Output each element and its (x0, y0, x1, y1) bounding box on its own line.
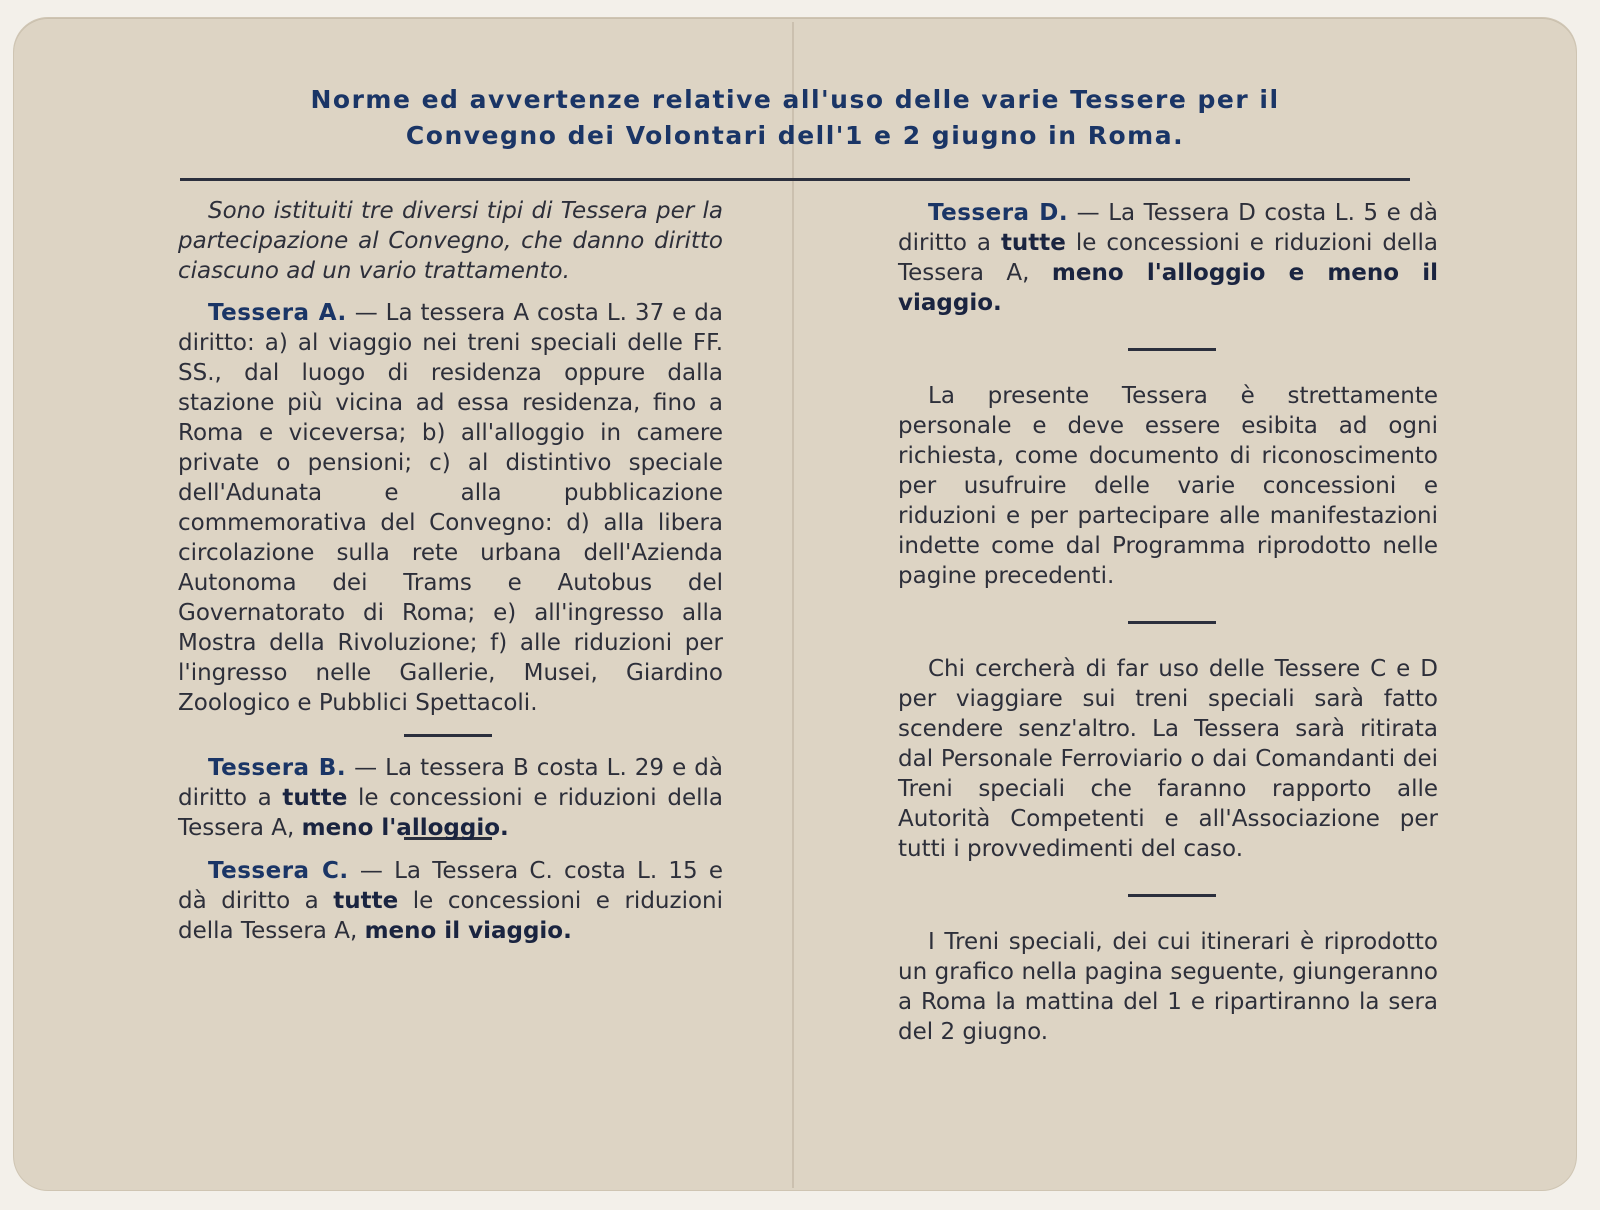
tessera-b-paragraph (178, 753, 723, 843)
section-divider (1128, 621, 1216, 624)
tessera-d-paragraph (898, 198, 1438, 318)
tessera-a-text: — La tessera A costa L. 37 e da diritto: a) al viaggio nei treni speciali delle FF. SS., dal luogo di residenza oppure dalla stazione più vicina ad essa residenza, fino a Roma e viceversa; b) all'alloggio in camere private o pensioni; c) al distintivo speciale dell'Adunata e alla pubblicazione commemorativa del Convegno: d) alla libera circolazione sulla rete urbana dell'Azienda Autonoma dei Trams e Autobus del Governatorato di Roma; e) all'ingresso alla Mostra della Rivoluzione; f) alle riduzioni per l'ingresso nelle Gallerie, Musei, Giardino Zoologico e Pubblici Spettacoli. (178, 300, 723, 716)
tessera-c-bold-word: tutte (333, 888, 399, 914)
page-fold (792, 22, 794, 1188)
tessera-d-text-middle: le concessioni e riduzioni della Tessera A, (898, 230, 1438, 286)
trains-notice: I Treni speciali, dei cui itinerari è riprodotto un grafico nella pagina seguente, giungeranno a Roma la mattina del 1 e ripartiranno la sera del 2 giugno. (898, 929, 1438, 1045)
tessera-c-text: — La Tessera C. costa L. 15 e dà diritto a (178, 858, 723, 914)
tessera-c-bold-end: meno il viaggio. (364, 918, 572, 944)
tessera-b-text-middle: le concessioni e riduzioni della Tessera A, (178, 785, 723, 841)
tessera-d-text: — La Tessera D costa L. 5 e dà diritto a (898, 200, 1438, 256)
tessera-d-label: Tessera D. (928, 200, 1069, 226)
section-divider (404, 734, 492, 737)
tessera-a-paragraph (178, 298, 723, 718)
intro-paragraph: Sono istituiti tre diversi tipi di Tessera per la partecipazione al Convegno, che danno diritto ciascuno ad un vario trattamento. (178, 198, 723, 284)
misuse-notice: Chi cercherà di far uso delle Tessere C e D per viaggiare sui treni speciali sarà fatto scendere senz'altro. La Tessera sarà ritirata dal Personale Ferroviario o dai Comandanti dei Treni speciali che faranno rapporto alle Autorità Competenti e all'Associazione per tutti i provvedimenti del caso. (898, 656, 1438, 862)
tessera-b-bold-end: meno l'alloggio. (301, 815, 509, 841)
tessera-c-label: Tessera C. (208, 858, 349, 884)
section-divider (1128, 348, 1216, 351)
tessera-b-label: Tessera B. (208, 755, 347, 781)
left-column (178, 196, 723, 946)
document-title (180, 82, 1410, 181)
tessera-b-bold-word: tutte (282, 785, 348, 811)
tessera-a-label: Tessera A. (208, 300, 347, 326)
tessera-b-text: — La tessera B costa L. 29 e dà diritto a (178, 755, 723, 811)
tessera-d-bold-word: tutte (1000, 230, 1066, 256)
title-line-2: Convegno dei Volontari dell'1 e 2 giugno in Roma. (405, 121, 1185, 150)
personal-notice: La presente Tessera è strettamente personale e deve essere esibita ad ogni richiesta, come documento di riconoscimento per usufruire delle varie concessioni e riduzioni e per partecipare alle manifestazioni indette come dal Programma riprodotto nelle pagine precedenti. (898, 383, 1438, 589)
title-line-1: Norme ed avvertenze relative all'uso delle varie Tessere per il (310, 85, 1280, 114)
section-divider (1128, 894, 1216, 897)
right-column (898, 198, 1438, 1047)
tessera-c-paragraph (178, 856, 723, 946)
tessera-c-text-middle: le concessioni e riduzioni della Tessera A, (178, 888, 723, 944)
tessera-d-bold-end: meno l'alloggio e meno il viaggio. (898, 260, 1438, 316)
